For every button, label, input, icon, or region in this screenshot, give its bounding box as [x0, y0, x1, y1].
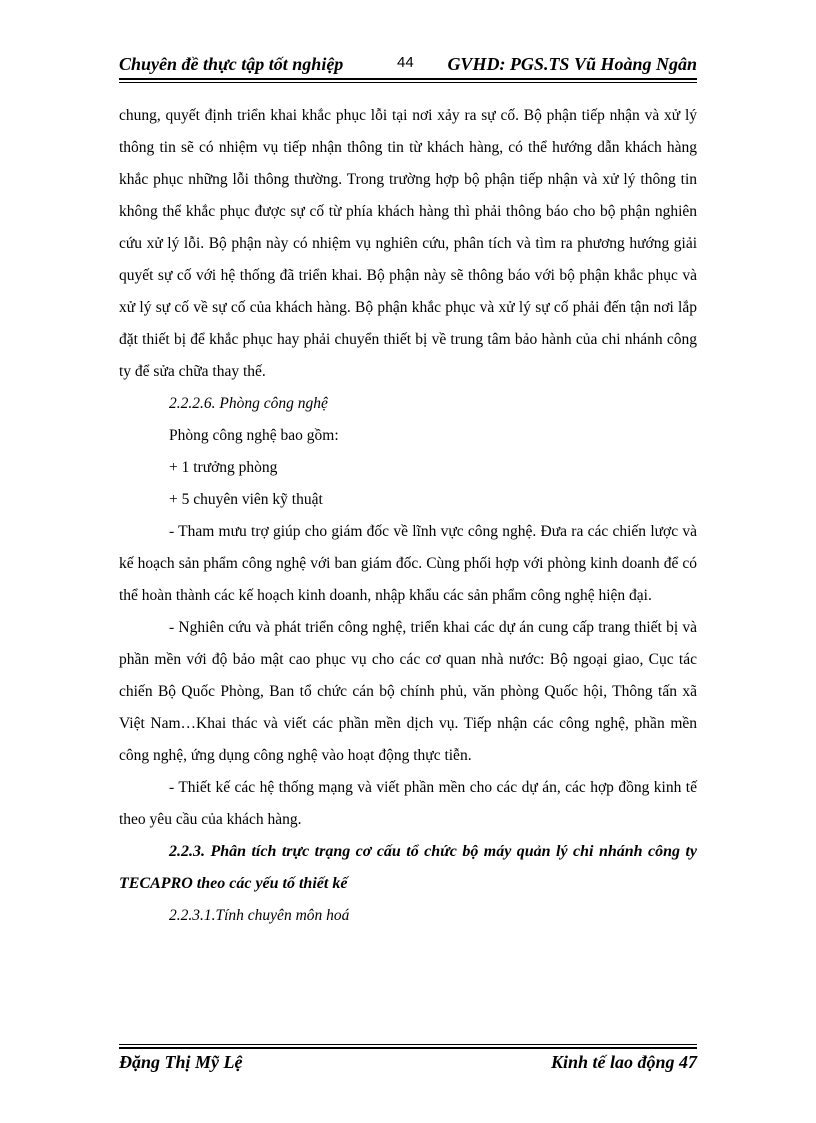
- footer-author: Đặng Thị Mỹ Lệ: [119, 1052, 243, 1072]
- line-department-head: + 1 trưởng phòng: [169, 459, 278, 476]
- paragraph-advise-director: - Tham mưu trợ giúp cho giám đốc về lĩnh vực công nghệ. Đưa ra các chiến lược và kế hoạch sản phẩm công nghệ với ban giám đốc. Cùng phối hợp với phòng kinh doanh để có thể hoàn thành các kế hoạch kinh doanh, nhập khẩu các sản phẩm công nghệ hiện đại.: [119, 523, 697, 604]
- header-report-title: Chuyên đề thực tập tốt nghiệp: [119, 54, 344, 74]
- footer-rule-thin: [119, 1044, 697, 1045]
- page-body: [119, 100, 697, 932]
- section-heading-2231: 2.2.3.1.Tính chuyên môn hoá: [169, 907, 350, 924]
- page-header: [119, 50, 697, 80]
- section-heading-223: 2.2.3. Phân tích trực trạng cơ cấu tổ chức bộ máy quản lý chi nhánh công ty TECAPRO theo các yếu tố thiết kế: [119, 843, 697, 892]
- paragraph-research-development: - Nghiên cứu và phát triển công nghệ, triển khai các dự án cung cấp trang thiết bị và phần mền với độ bảo mật cao phục vụ cho các cơ quan nhà nước: Bộ ngoại giao, Cục tác chiến Bộ Quốc Phòng, Ban tổ chức cán bộ chính phủ, văn phòng Quốc hội, Thông tấn xã Việt Nam…Khai thác và viết các phần mền dịch vụ. Tiếp nhận các công nghệ, phần mền công nghệ, ứng dụng công nghệ vào hoạt động thực tiễn.: [119, 619, 697, 764]
- paragraph-network-design: - Thiết kế các hệ thống mạng và viết phần mền cho các dự án, các hợp đồng kinh tế theo yêu cầu của khách hàng.: [119, 779, 697, 828]
- header-rule-thick: [119, 78, 697, 80]
- section-heading-2226: 2.2.2.6. Phòng công nghệ: [169, 395, 328, 412]
- footer-major-page: Kinh tế lao động 47: [550, 1052, 697, 1072]
- footer-rule-thick: [119, 1047, 697, 1049]
- header-page-number: 44: [397, 54, 414, 71]
- header-rule-thin: [119, 82, 697, 83]
- line-department-includes: Phòng công nghệ bao gồm:: [169, 427, 339, 444]
- header-supervisor: GVHD: PGS.TS Vũ Hoàng Ngân: [447, 54, 697, 74]
- paragraph-incident-handling: chung, quyết định triển khai khắc phục lỗi tại nơi xảy ra sự cố. Bộ phận tiếp nhận và xử lý thông tin sẽ có nhiệm vụ tiếp nhận thông tin từ khách hàng, có thể hướng dẫn khách hàng khắc phục những lỗi thông thường. Trong trường hợp bộ phận tiếp nhận và xử lý thông tin không thể khắc phục được sự cố từ phía khách hàng thì phải thông báo cho bộ phận nghiên cứu xử lý lỗi. Bộ phận này có nhiệm vụ nghiên cứu, phân tích và tìm ra phương hướng giải quyết sự cố với hệ thống đã triển khai. Bộ phận này sẽ thông báo với bộ phận khắc phục và xử lý sự cố về sự cố của khách hàng. Bộ phận khắc phục và xử lý sự cố phải đến tận nơi lắp đặt thiết bị để khắc phục hay phải chuyển thiết bị về trung tâm bảo hành của chi nhánh công ty để sửa chữa thay thế.: [119, 107, 697, 380]
- line-technical-staff: + 5 chuyên viên kỹ thuật: [169, 491, 323, 508]
